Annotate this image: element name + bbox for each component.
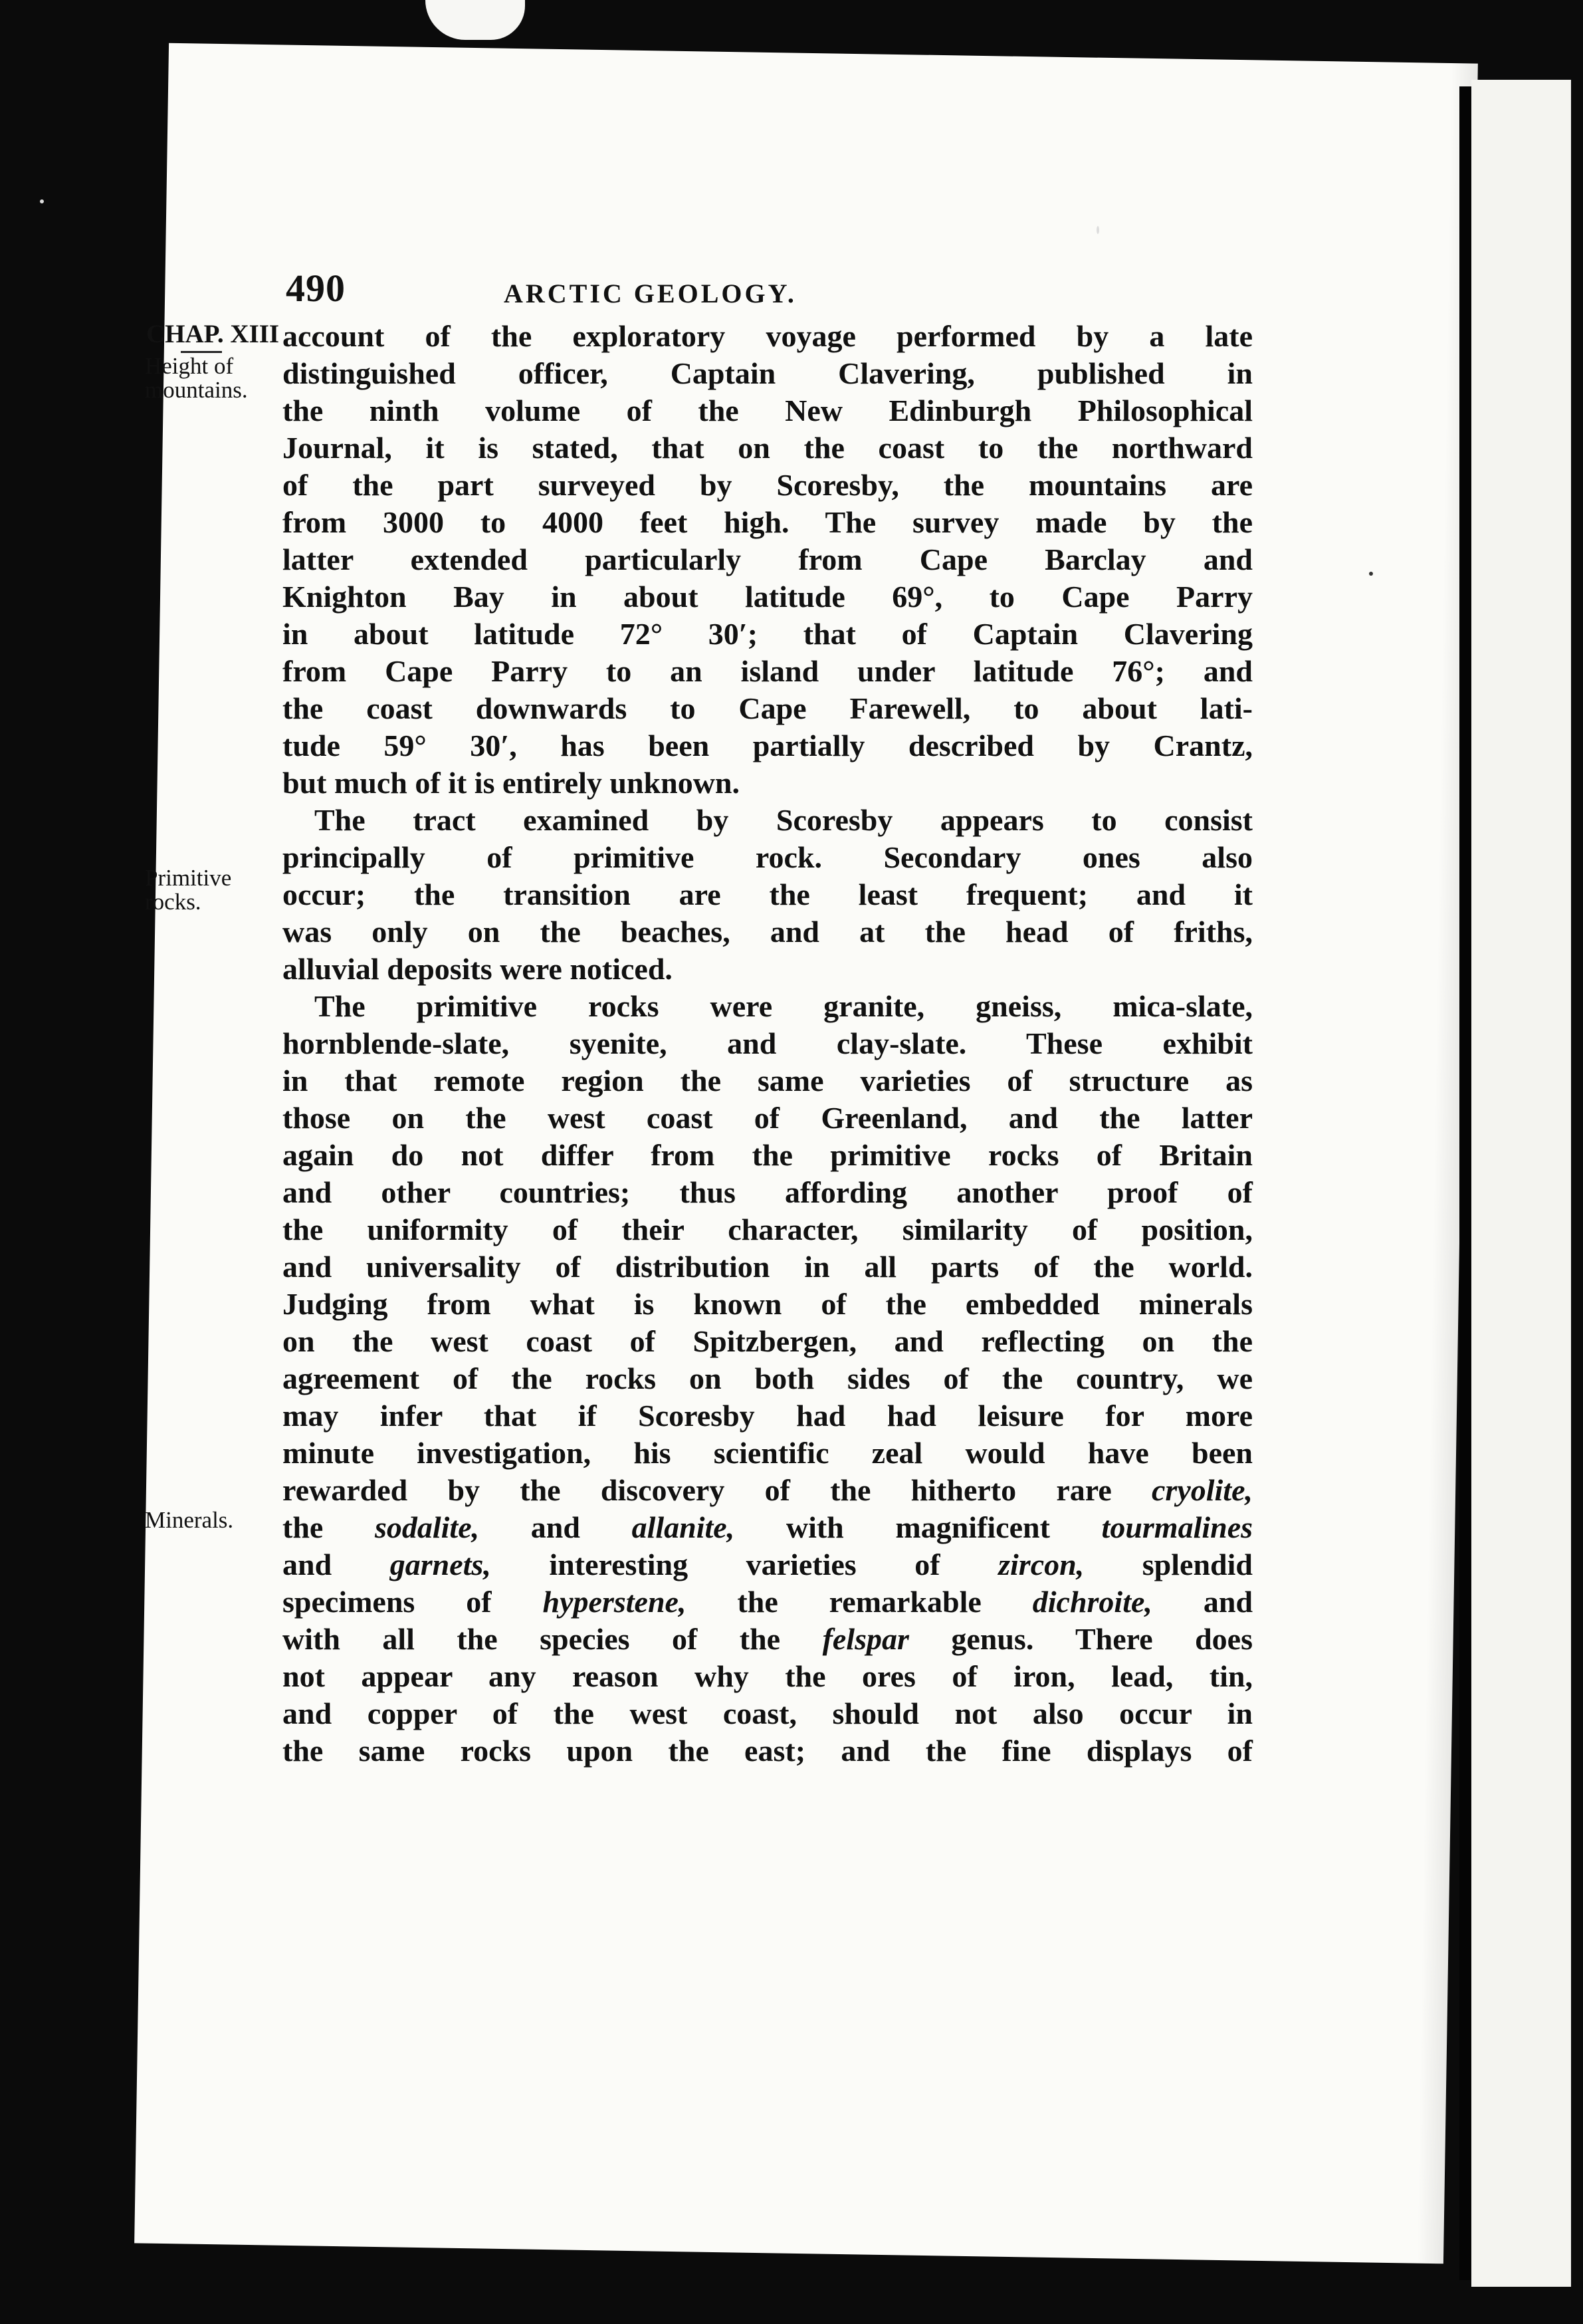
text-line: and universality of distribution in all parts of the world. bbox=[282, 1250, 1253, 1284]
chapter-label: CHAP. XIII bbox=[146, 320, 280, 348]
text-line: Judging from what is known of the embedded minerals bbox=[282, 1287, 1253, 1321]
text-line: and other countries; thus affording another proof of bbox=[282, 1175, 1253, 1209]
text-segment: with all the species of the bbox=[282, 1622, 781, 1656]
text-segment: with magnificent bbox=[786, 1510, 1050, 1544]
text-line: agreement of the rocks on both sides of the country, we bbox=[282, 1361, 1253, 1395]
text-segment: rewarded by the discovery of the hitherto rare bbox=[282, 1473, 1112, 1507]
text-line: account of the exploratory voyage performed by a late bbox=[282, 319, 1253, 353]
text-line: principally of primitive rock. Secondary ones also bbox=[282, 840, 1253, 874]
text-line: may infer that if Scoresby had had leisure for more bbox=[282, 1399, 1253, 1433]
text-segment: and bbox=[282, 1548, 332, 1581]
text-line: from Cape Parry to an island under latitude 76°; and bbox=[282, 654, 1253, 688]
sidenote-height-of: Height of bbox=[145, 353, 234, 379]
top-paper-blot bbox=[425, 0, 525, 40]
text-line: in about latitude 72° 30′; that of Captain Clavering bbox=[282, 617, 1253, 651]
text-line: The tract examined by Scoresby appears to consist bbox=[314, 803, 1253, 837]
text-segment: specimens of bbox=[282, 1585, 492, 1619]
text-line: and copper of the west coast, should not also occur in bbox=[282, 1696, 1253, 1730]
body-text bbox=[282, 318, 1253, 1770]
mineral-term: tourmalines bbox=[1101, 1510, 1253, 1544]
running-title: ARCTIC GEOLOGY. bbox=[504, 279, 797, 308]
text-segment: and bbox=[530, 1510, 580, 1544]
text-line: the same rocks upon the east; and the fine displays of bbox=[282, 1734, 1253, 1768]
text-line: on the west coast of Spitzbergen, and reflecting on the bbox=[282, 1324, 1253, 1358]
mineral-term: felspar bbox=[822, 1622, 909, 1656]
mineral-term: hyperstene, bbox=[542, 1585, 686, 1619]
sidenote-minerals: Minerals. bbox=[145, 1507, 234, 1533]
page-number: 490 bbox=[286, 267, 346, 310]
mineral-term: sodalite, bbox=[374, 1510, 480, 1544]
scan-speck bbox=[1369, 572, 1373, 576]
text-line: the ninth volume of the New Edinburgh Philosophical bbox=[282, 394, 1253, 427]
text-line-mixed bbox=[282, 1621, 1253, 1658]
text-line: the coast downwards to Cape Farewell, to about lati- bbox=[282, 691, 1253, 725]
text-line: distinguished officer, Captain Clavering, published in bbox=[282, 356, 1253, 390]
text-segment: interesting varieties of bbox=[549, 1548, 940, 1581]
text-line: minute investigation, his scientific zeal would have been bbox=[282, 1436, 1253, 1470]
text-segment: the remarkable bbox=[737, 1585, 982, 1619]
text-line: occur; the transition are the least frequent; and it bbox=[282, 877, 1253, 911]
text-segment: splendid bbox=[1142, 1548, 1253, 1581]
sidenote-mountains: mountains. bbox=[145, 377, 248, 403]
text-line: from 3000 to 4000 feet high. The survey made by the bbox=[282, 505, 1253, 539]
mineral-term: zircon, bbox=[998, 1548, 1085, 1581]
text-line: was only on the beaches, and at the head of friths, bbox=[282, 915, 1253, 949]
text-line: alluvial deposits were noticed. bbox=[282, 952, 673, 986]
next-page-strip bbox=[1471, 80, 1571, 2287]
text-segment: genus. There does bbox=[951, 1622, 1253, 1656]
text-line: The primitive rocks were granite, gneiss, mica-slate, bbox=[314, 989, 1253, 1023]
mineral-term: allanite, bbox=[631, 1510, 735, 1544]
text-line: in that remote region the same varieties of structure as bbox=[282, 1064, 1253, 1098]
text-line: hornblende-slate, syenite, and clay-slate. These exhibit bbox=[282, 1026, 1253, 1060]
text-segment: the bbox=[282, 1510, 324, 1544]
scan-speck bbox=[1097, 226, 1099, 234]
mineral-term: cryolite, bbox=[1152, 1473, 1253, 1507]
text-line: tude 59° 30′, has been partially described by Crantz, bbox=[282, 729, 1253, 762]
text-line: again do not differ from the primitive rocks of Britain bbox=[282, 1138, 1253, 1172]
mineral-term: dichroite, bbox=[1032, 1585, 1152, 1619]
text-line: but much of it is entirely unknown. bbox=[282, 766, 740, 800]
scan-speck bbox=[40, 199, 44, 203]
mineral-term: garnets, bbox=[389, 1548, 491, 1581]
sidenote-primitive: Primitive bbox=[145, 865, 232, 891]
text-line-mixed bbox=[282, 1546, 1253, 1583]
text-line: not appear any reason why the ores of iron, lead, tin, bbox=[282, 1659, 1253, 1693]
text-line: Journal, it is stated, that on the coast to the northward bbox=[282, 431, 1253, 465]
text-line-mixed bbox=[282, 1472, 1253, 1509]
text-line: the uniformity of their character, similarity of position, bbox=[282, 1213, 1253, 1246]
sidenote-rocks: rocks. bbox=[145, 889, 201, 915]
text-line: those on the west coast of Greenland, and the latter bbox=[282, 1101, 1253, 1135]
text-line: latter extended particularly from Cape Barclay and bbox=[282, 542, 1253, 576]
text-line-mixed: specimens of hyperstene, the remarkable dichroite, and bbox=[282, 1585, 1253, 1619]
text-line: Knighton Bay in about latitude 69°, to Cape Parry bbox=[282, 580, 1253, 614]
text-line: of the part surveyed by Scoresby, the mountains are bbox=[282, 468, 1253, 502]
text-line-mixed bbox=[282, 1509, 1253, 1546]
